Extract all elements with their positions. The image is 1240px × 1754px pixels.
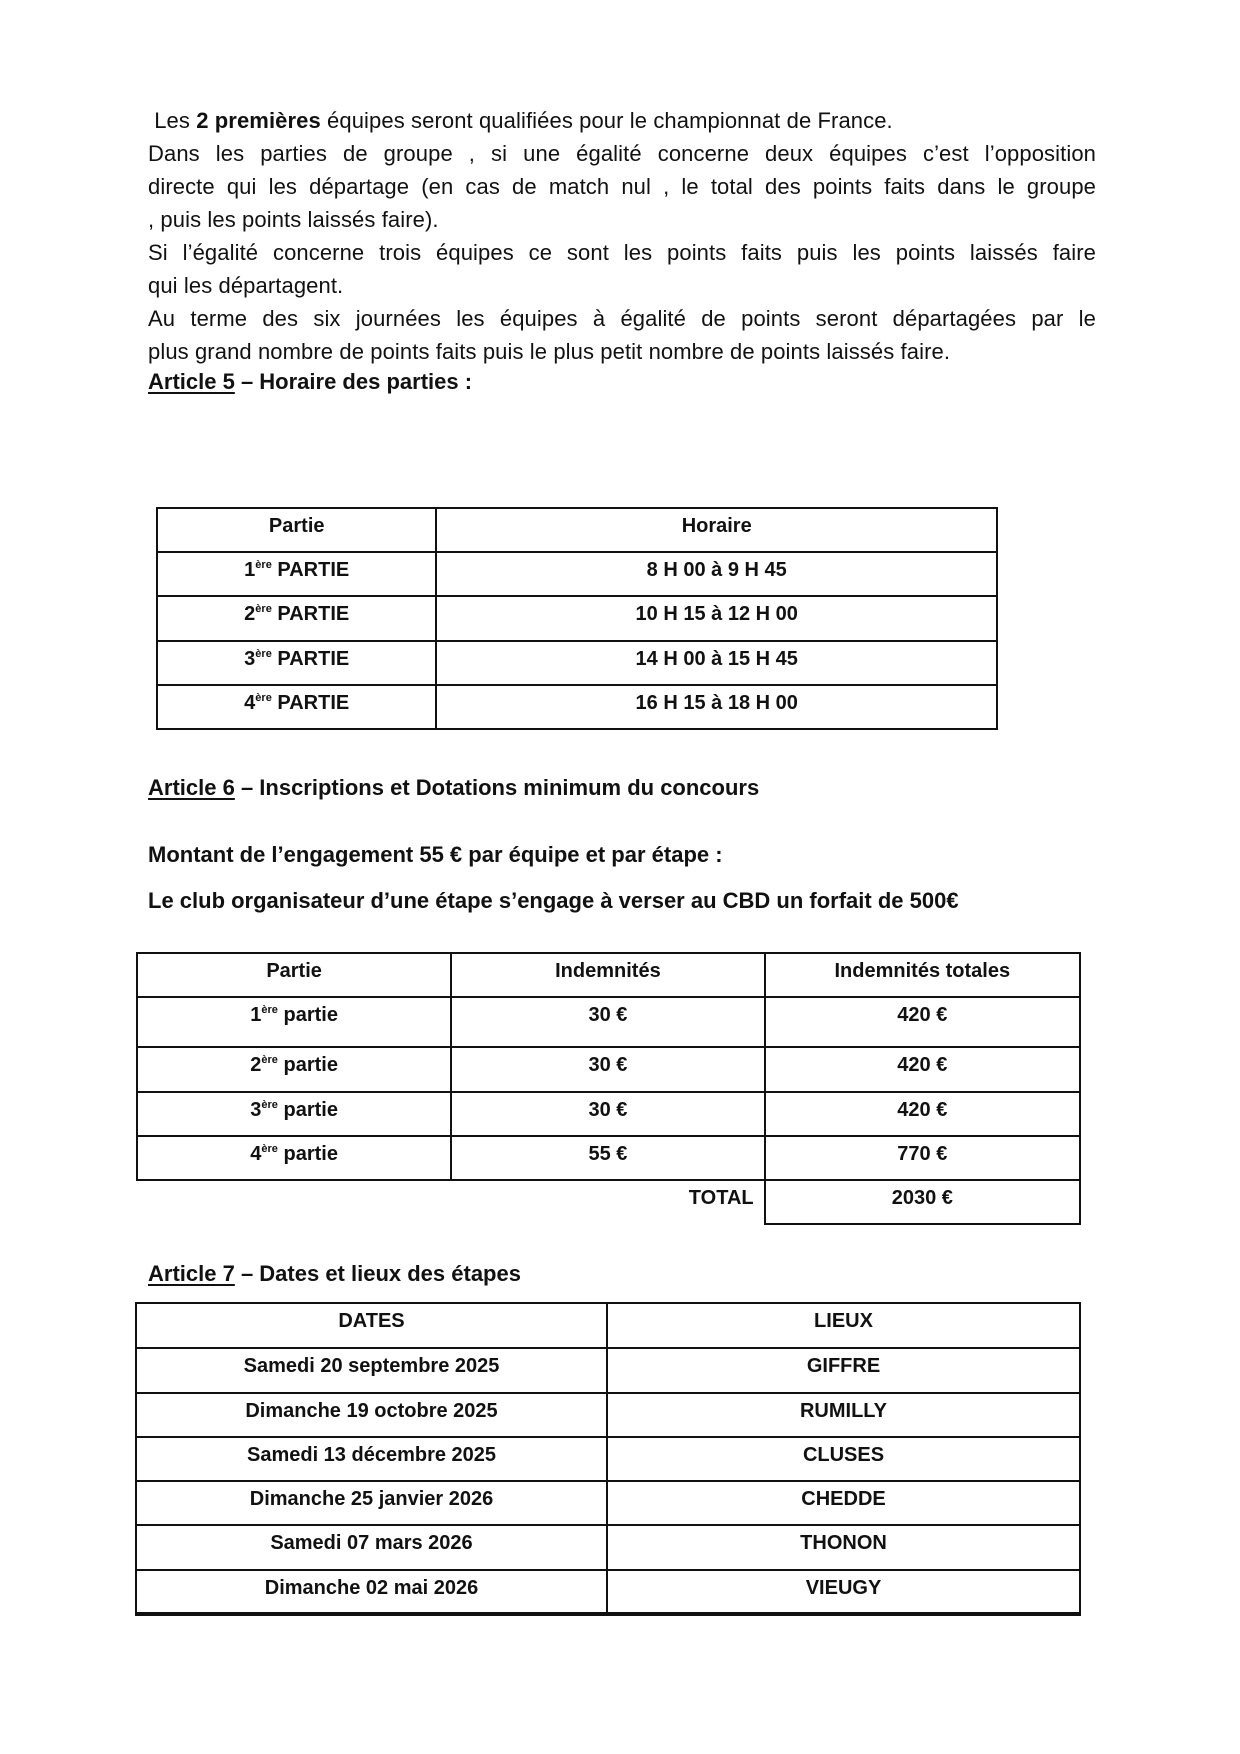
total-label: TOTAL	[688, 1187, 754, 1209]
qualified-count: 2 premières	[196, 108, 321, 133]
article-5-label: Article 5	[148, 369, 235, 394]
header-lieux: LIEUX	[607, 1303, 1080, 1348]
article-5-title: – Horaire des parties :	[234, 369, 473, 394]
intro-line: Au terme des six journées les équipes à égalité de points seront départagées par le	[148, 306, 1096, 331]
indemnite-totale-cell: 770 €	[765, 1136, 1080, 1180]
date-cell: Samedi 13 décembre 2025	[136, 1437, 607, 1481]
date-cell: Dimanche 02 mai 2026	[136, 1570, 607, 1614]
article-6-heading	[148, 775, 759, 801]
total-row	[137, 1180, 1080, 1224]
horaire-cell: 8 H 00 à 9 H 45	[436, 552, 997, 596]
article-7-title: – Dates et lieux des étapes	[234, 1261, 521, 1286]
article-6-label: Article 6	[148, 775, 235, 800]
table-row	[137, 1092, 1080, 1136]
partie-cell: 3ère PARTIE	[157, 641, 436, 685]
intro-line-1: Les 2 premières équipes seront qualifiées pour le championnat de France.	[148, 108, 893, 133]
table-row	[137, 997, 1080, 1047]
table-row	[136, 1481, 1080, 1525]
intro-line: Dans les parties de groupe , si une égalité concerne deux équipes c’est l’opposition	[148, 141, 1096, 166]
table-row	[136, 1437, 1080, 1481]
forfait-text: Le club organisateur d’une étape s’engage à verser au CBD un forfait de 500€	[148, 888, 959, 913]
intro-line: plus grand nombre de points faits puis le plus petit nombre de points laissés faire.	[148, 339, 951, 364]
header-indemnites: Indemnités	[451, 953, 764, 997]
indemnite-totale-cell: 420 €	[765, 997, 1080, 1047]
table-row	[157, 552, 997, 596]
total-value: 2030 €	[765, 1180, 1080, 1224]
lieu-cell: THONON	[607, 1525, 1080, 1570]
header-partie: Partie	[137, 953, 451, 997]
article-6-title: – Inscriptions et Dotations minimum du concours	[234, 775, 760, 800]
partie-cell: 2ère PARTIE	[157, 596, 436, 641]
indemnite-cell: 55 €	[451, 1136, 764, 1180]
article-5-heading	[148, 369, 472, 395]
indemnite-cell: 30 €	[451, 1047, 764, 1092]
indemnite-cell: 30 €	[451, 997, 764, 1047]
lieu-cell: RUMILLY	[607, 1393, 1080, 1437]
date-cell: Dimanche 25 janvier 2026	[136, 1481, 607, 1525]
indemnite-totale-cell: 420 €	[765, 1047, 1080, 1092]
partie-cell: 2ère partie	[137, 1047, 451, 1092]
lieu-cell: GIFFRE	[607, 1348, 1080, 1393]
article-7-label: Article 7	[148, 1261, 235, 1286]
table-row	[157, 685, 997, 729]
date-cell: Samedi 07 mars 2026	[136, 1525, 607, 1570]
header-horaire: Horaire	[436, 508, 997, 552]
indemnite-totale-cell: 420 €	[765, 1092, 1080, 1136]
header-partie: Partie	[157, 508, 436, 552]
horaire-cell: 16 H 15 à 18 H 00	[436, 685, 997, 729]
dates-lieux-table	[135, 1302, 1081, 1616]
intro-paragraph	[148, 104, 1096, 368]
header-indemnites-totales: Indemnités totales	[765, 953, 1080, 997]
intro-line: Si l’égalité concerne trois équipes ce sont les points faits puis les points laissés faire	[148, 240, 1096, 265]
header-dates: DATES	[136, 1303, 607, 1348]
intro-line: , puis les points laissés faire).	[148, 207, 439, 232]
table-row	[136, 1570, 1080, 1614]
lieu-cell: VIEUGY	[607, 1570, 1080, 1614]
table-row	[137, 1136, 1080, 1180]
horaire-table	[156, 507, 998, 730]
article-7-heading	[148, 1261, 521, 1287]
horaire-cell: 10 H 15 à 12 H 00	[436, 596, 997, 641]
table-header-row	[136, 1303, 1080, 1348]
lieu-cell: CHEDDE	[607, 1481, 1080, 1525]
table-row	[136, 1393, 1080, 1437]
table-row	[157, 641, 997, 685]
lieu-cell: CLUSES	[607, 1437, 1080, 1481]
table-header-row	[137, 953, 1080, 997]
intro-line: directe qui les départage (en cas de match nul , le total des points faits dans le groupe	[148, 174, 1096, 199]
indemnites-table	[136, 952, 1081, 1225]
horaire-cell: 14 H 00 à 15 H 45	[436, 641, 997, 685]
table-row	[157, 596, 997, 641]
intro-line: qui les départagent.	[148, 273, 344, 298]
date-cell: Samedi 20 septembre 2025	[136, 1348, 607, 1393]
partie-cell: 3ère partie	[137, 1092, 451, 1136]
table-row	[136, 1525, 1080, 1570]
table-row	[137, 1047, 1080, 1092]
partie-cell: 1ère partie	[137, 997, 451, 1047]
engagement-amount: Montant de l’engagement 55 € par équipe et par étape :	[148, 842, 723, 867]
partie-cell: 1ère PARTIE	[157, 552, 436, 596]
table-header-row	[157, 508, 997, 552]
table-row	[136, 1348, 1080, 1393]
partie-cell: 4ère PARTIE	[157, 685, 436, 729]
indemnite-cell: 30 €	[451, 1092, 764, 1136]
date-cell: Dimanche 19 octobre 2025	[136, 1393, 607, 1437]
partie-cell: 4ère partie	[137, 1136, 451, 1180]
